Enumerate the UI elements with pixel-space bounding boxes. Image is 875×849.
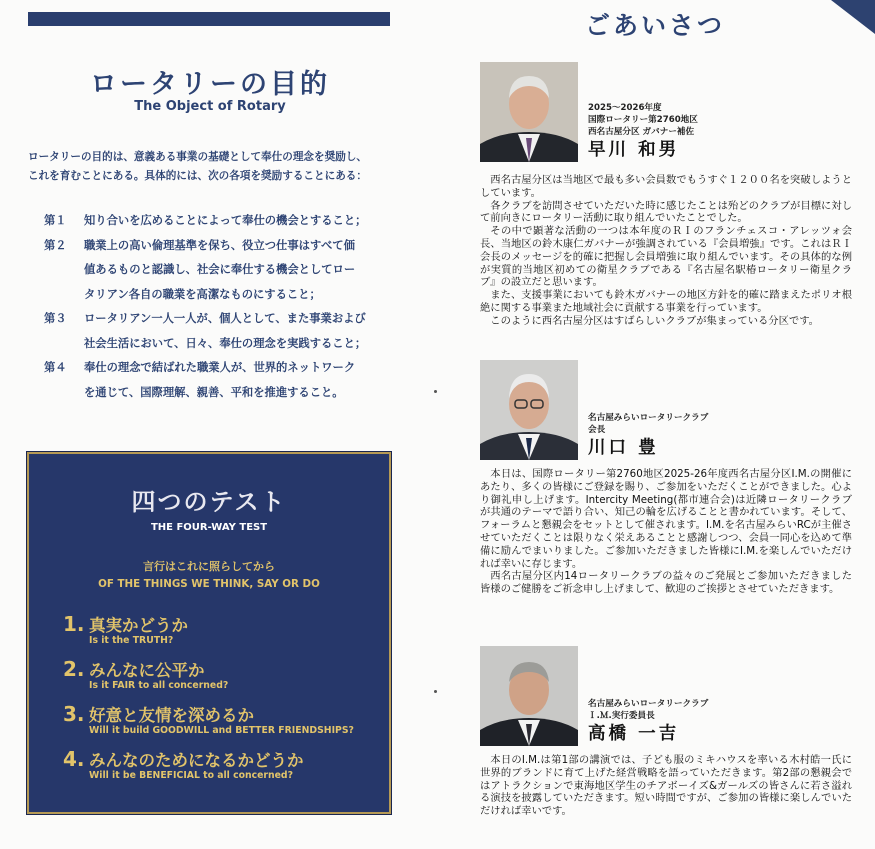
four-way-number: 1. <box>63 612 85 636</box>
portrait-photo <box>480 360 578 460</box>
four-way-question-en: Is it FAIR to all concerned? <box>89 680 229 691</box>
four-way-items <box>63 612 383 792</box>
person-meta-line: 国際ロータリー第2760地区 <box>588 115 698 125</box>
person-meta-line: 名古屋みらいロータリークラブ <box>588 699 709 709</box>
four-way-lead-en: OF THE THINGS WE THINK, SAY OR DO <box>98 578 320 590</box>
object-item-line: ロータリアン一人一人が、個人として、また事業および <box>84 312 366 325</box>
person-meta-line: 名古屋みらいロータリークラブ <box>588 413 709 423</box>
four-way-question: 好意と友情を深めるか <box>89 706 254 725</box>
person-message <box>480 174 852 328</box>
four-way-subtitle: THE FOUR-WAY TEST <box>150 522 268 533</box>
four-way-item <box>63 702 383 747</box>
four-way-test-box <box>27 452 391 814</box>
portrait-photo <box>480 646 578 746</box>
message-paragraph: その中で顕著な活動の一つは本年度のＲＩのフランチェスコ・アレッツォ会長、当地区の鈴木康仁ガバナーが強調されている『会員増強』です。これはＲＩ会長のメッセージを的確に把握し会員増強に取り組んでいます。その具体的な例が実質的当地区初めての衛星クラブである『名古屋名駅椿ロータリー衛星クラブ』の設立だと思います。 <box>480 225 852 289</box>
object-item-number: 第３ <box>44 312 67 325</box>
four-way-item <box>63 657 383 702</box>
person-meta <box>588 102 698 162</box>
message-paragraph: 西名古屋分区は当地区で最も多い会員数でもうすぐ１２００名を突破しようとしています。 <box>480 174 852 199</box>
object-item-line: 値あるものと認識し、社会に奉仕する機会としてロー <box>84 263 356 276</box>
object-items <box>44 209 384 405</box>
corner-decoration <box>831 0 875 34</box>
object-item <box>44 356 384 405</box>
person-name: 高橋 一吉 <box>588 724 680 744</box>
person-name: 早川 和男 <box>588 140 680 160</box>
four-way-question: 真実かどうか <box>89 616 188 635</box>
object-item-line: タリアン各自の職業を高潔なものにすること； <box>84 287 321 301</box>
message-paragraph: また、支援事業においても鈴木ガバナーの地区方針を的確に踏まえたポリオ根絶に関する事業また地域社会に貢献する事業を行っています。 <box>480 289 852 314</box>
object-item-number: 第２ <box>44 238 67 252</box>
object-intro-line: ロータリーの目的は、意義ある事業の基礎として奉仕の理念を奨励し、 <box>28 151 367 163</box>
object-subtitle: The Object of Rotary <box>134 99 286 114</box>
object-intro-line: これを育むことにある。具体的には、次の各項を奨励することにある： <box>28 170 367 182</box>
message-paragraph: このように西名古屋分区はすばらしいクラブが集まっている分区です。 <box>490 314 819 327</box>
object-item-line: 職業上の高い倫理基準を保ち、役立つ仕事はすべて価 <box>84 238 355 252</box>
object-item-line: 知り合いを広めることによって奉仕の機会とすること； <box>84 214 367 227</box>
four-way-lead: 言行はこれに照らしてから <box>143 560 275 573</box>
four-way-number: 3. <box>63 702 85 726</box>
scan-speck <box>434 390 437 393</box>
object-title: ロータリーの目的 <box>90 69 330 100</box>
top-decorative-bar <box>28 12 390 26</box>
scan-speck <box>434 690 437 693</box>
object-item <box>44 234 384 308</box>
message-paragraph: 各クラブを訪問させていただいた時に感じたことは殆どのクラブが目標に対して前向きにロータリー活動に取り組んでいたことでした。 <box>480 199 852 225</box>
person-meta-line: 2025～2026年度 <box>588 103 662 113</box>
person-meta <box>588 698 708 746</box>
greeting-title: ごあいさつ <box>585 11 726 40</box>
object-item-number: 第１ <box>44 214 67 227</box>
person-name: 川口 豊 <box>588 438 659 458</box>
message-paragraph: 西名古屋分区内14ロータリークラブの益々のご発展とご参加いただきました皆様のご健勝をご祈念申し上げまして、歓迎のご挨拶とさせていただきます。 <box>480 570 852 596</box>
four-way-item <box>63 747 383 792</box>
four-way-question-en: Will it be BENEFICIAL to all concerned? <box>89 770 293 781</box>
object-item-number: 第４ <box>44 361 67 374</box>
object-item-text <box>84 209 384 234</box>
object-item <box>44 209 384 234</box>
person-message <box>480 754 852 818</box>
four-way-question: みんなのためになるかどうか <box>89 751 304 770</box>
object-intro <box>28 148 400 186</box>
message-paragraph: 本日は、国際ロータリー第2760地区2025-26年度西名古屋分区I.M.の開催にあたり、多くの皆様にご登録を賜り、ご参加をいただくことができました。心より御礼申し上げます。Intercity Meeting(都市連合会)は近隣ロータリークラブが共通のテーマで語り合い、知己の輪を広げることと書かれています。そして、フォーラムと懇親会をセットとして催されます。I.M.を名古屋みらいRCが主催させていただくことは限りなく栄えあることと感謝しつつ、会員一同心を込めて準備に励んでまいりました。ご参加いただきました皆様にI.M.を楽しんでいただければ幸いに存じます。 <box>480 468 852 570</box>
object-item-text <box>84 307 384 356</box>
four-way-question: みんなに公平か <box>89 661 205 680</box>
four-way-number: 4. <box>63 747 85 771</box>
person-meta <box>588 412 708 460</box>
object-item-line: を通じて、国際理解、親善、平和を推進すること。 <box>84 385 344 399</box>
object-item-text <box>84 234 384 308</box>
object-item-text <box>84 356 384 405</box>
four-way-number: 2. <box>63 657 85 681</box>
message-paragraph: 本日のI.M.は第1部の講演では、子ども服のミキハウスを率いる木村皓一氏に世界的ブランドに育て上げた経営戦略を語っていただきます。第2部の懇親会ではアトラクションで東海地区学生のチアボーイズ&ガールズの皆さんに若さ溢れる演技を披露していただきます。短い時間ですが、ご参加の皆様に楽しんでいただければ幸いです。 <box>480 754 852 818</box>
person-meta-line: 会長 <box>588 425 606 435</box>
four-way-question-en: Will it build GOODWILL and BETTER FRIENDSHIPS? <box>89 725 354 736</box>
four-way-question-en: Is it the TRUTH? <box>89 635 174 646</box>
object-item-line: 奉仕の理念で結ばれた職業人が、世界的ネットワーク <box>84 361 356 374</box>
four-way-item <box>63 612 383 657</box>
portrait-photo <box>480 62 578 162</box>
object-item <box>44 307 384 356</box>
person-meta-line: Ｉ.Ｍ.実行委員長 <box>588 711 655 721</box>
person-meta-line: 西名古屋分区 ガバナー補佐 <box>588 127 695 137</box>
four-way-title: 四つのテスト <box>131 488 287 516</box>
person-message <box>480 468 852 596</box>
object-item-line: 社会生活において、日々、奉仕の理念を実践すること； <box>84 336 367 350</box>
